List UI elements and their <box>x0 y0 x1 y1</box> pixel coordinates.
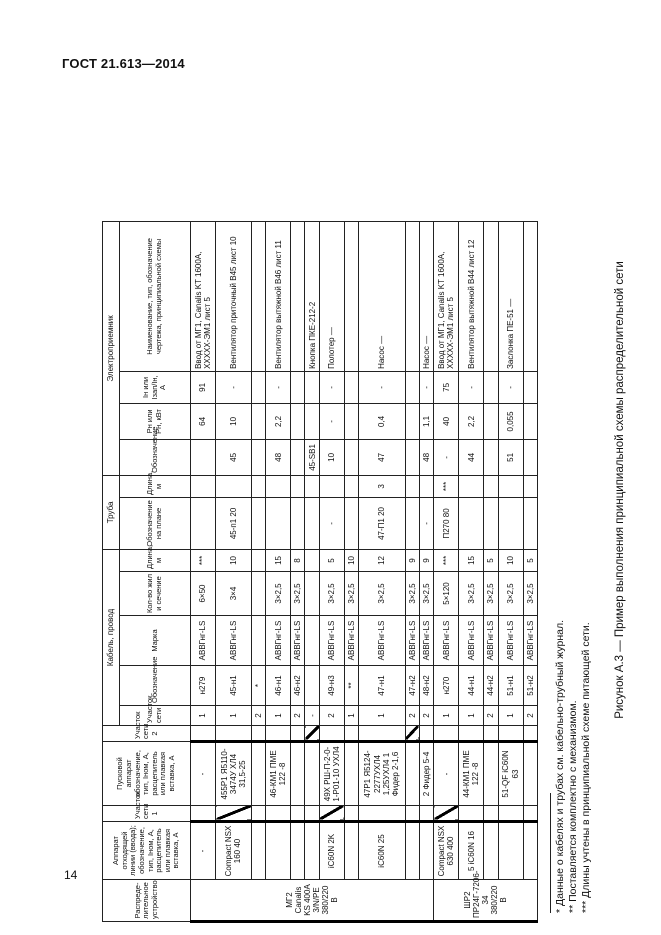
cell-pdes <box>191 497 216 549</box>
cell-sec1 <box>434 806 459 822</box>
cell-name <box>405 221 419 371</box>
cell-app2: - <box>434 742 459 806</box>
cell-cdes <box>305 666 319 706</box>
cell-cur: - <box>319 371 344 403</box>
cell-sec1 <box>216 806 252 822</box>
cell-app1: iC60N 25 <box>359 822 406 880</box>
cell-app2 <box>291 742 305 806</box>
table-row <box>191 221 216 921</box>
cell-brand: АВВГнг-LS <box>405 616 419 666</box>
cell-pwr: 2,2 <box>459 403 484 439</box>
cell-name: Вентилятор вытяжной В44 лист 12 <box>459 221 484 371</box>
cell-name: Ввод от МГ1, Canalis KT 1600А, ХХХХХ-ЭМ1 лист 5 <box>434 221 459 371</box>
col-apparatus2: Пусковой аппарат обозначение, тип, Iном, А, расцепитель или плавкая вставка, А <box>103 742 191 806</box>
cell-cdes: 47-н2 <box>405 666 419 706</box>
cell-app1 <box>405 822 419 880</box>
cell-plen <box>484 475 498 497</box>
cell-sec1 <box>305 806 319 822</box>
cell-pdes <box>251 497 265 549</box>
cell-brand: АВВГнг-LS <box>291 616 305 666</box>
cell-cdes: 45-н1 <box>216 666 252 706</box>
note-3: *** Длины учтены в принципиальной схеме питающей сети. <box>580 622 592 913</box>
cell-len: 12 <box>359 549 406 571</box>
cell-brand: АВВГнг-LS <box>484 616 498 666</box>
col-receiver-designation: Обозначение <box>120 439 191 475</box>
cell-name: Вентилятор вытяжной В46 лист 11 <box>266 221 291 371</box>
cell-cores: 3×2,5 <box>344 572 358 616</box>
cell-net: 2 <box>251 706 265 726</box>
cell-rdes: 45 <box>216 439 252 475</box>
col-section2: Участок сети 2 <box>103 726 191 742</box>
cell-app2: 2 Фидер 5-4 <box>419 742 433 806</box>
cell-pwr: 0,055 <box>498 403 523 439</box>
col-device: Распреде-лительное устройство <box>103 880 191 922</box>
cell-rdes: 10 <box>319 439 344 475</box>
cell-cores: 3×2,5 <box>359 572 406 616</box>
cell-cur: - <box>419 371 433 403</box>
cell-rdes: 44 <box>459 439 484 475</box>
cell-name <box>523 221 537 371</box>
cell-app1 <box>523 822 537 880</box>
cell-cdes: 49-н3 <box>319 666 344 706</box>
cell-len: 9 <box>419 549 433 571</box>
cell-name: Заслонка ПЕ-51 — <box>498 221 523 371</box>
cell-name: Насос — <box>359 221 406 371</box>
cell-sec2 <box>191 726 216 742</box>
cell-app2 <box>405 742 419 806</box>
cell-pdes <box>484 497 498 549</box>
table-row <box>484 221 498 921</box>
cell-cur: 75 <box>434 371 459 403</box>
group-pipe: Труба <box>103 475 120 549</box>
cell-cdes: 46-н2 <box>291 666 305 706</box>
cell-app1 <box>251 822 265 880</box>
col-current: Iн или Iзап/Iн, А <box>120 371 191 403</box>
cell-cur <box>405 371 419 403</box>
cell-brand <box>251 616 265 666</box>
cell-app2 <box>523 742 537 806</box>
cell-app2 <box>484 742 498 806</box>
cell-net: 1 <box>266 706 291 726</box>
cell-plen: 3 <box>359 475 406 497</box>
table-row <box>319 221 344 921</box>
cell-len: 5 <box>484 549 498 571</box>
col-section1: Участок сети 1 <box>103 806 191 822</box>
cell-plen <box>419 475 433 497</box>
cell-cdes: 48-н2 <box>419 666 433 706</box>
col-name: Наименование, тип, обозначение чертежа, принципиальной схемы <box>120 221 191 371</box>
cell-app1: - <box>191 822 216 880</box>
cell-sec2 <box>484 726 498 742</box>
cell-cdes: 51-н2 <box>523 666 537 706</box>
cell-cores: 5×120 <box>434 572 459 616</box>
cell-cores: 3×2,5 <box>291 572 305 616</box>
cell-pdes: - <box>419 497 433 549</box>
cell-brand: АВВГнг-LS <box>216 616 252 666</box>
cell-cdes: 47-н1 <box>359 666 406 706</box>
cell-rdes: 51 <box>498 439 523 475</box>
cell-rdes <box>291 439 305 475</box>
cell-rdes <box>484 439 498 475</box>
cell-sec1 <box>319 806 344 822</box>
cell-len: 8 <box>291 549 305 571</box>
cell-pwr: 40 <box>434 403 459 439</box>
cell-name: Полотер — <box>319 221 344 371</box>
cell-cur: - <box>359 371 406 403</box>
cell-net: 2 <box>319 706 344 726</box>
cell-sec2 <box>405 726 419 742</box>
cell-len: 9 <box>405 549 419 571</box>
cell-cdes: 44-н1 <box>459 666 484 706</box>
cell-app1 <box>305 822 319 880</box>
cell-pdes <box>305 497 319 549</box>
cell-app2: 455Р1 Я5110-3474У ХЛ4 31,5-25 <box>216 742 252 806</box>
cell-name: Ввод от МГ1, Canalis KT 1600А, ХХХХХ-ЭМ1 лист 5 <box>191 221 216 371</box>
cell-brand: АВВГнг-LS <box>459 616 484 666</box>
cell-pdes <box>266 497 291 549</box>
cell-pwr <box>291 403 305 439</box>
table-row <box>434 221 459 921</box>
cell-name <box>291 221 305 371</box>
cell-app1 <box>291 822 305 880</box>
col-cable-designation: Обозначение <box>120 666 191 706</box>
table-row <box>216 221 252 921</box>
cell-cur <box>344 371 358 403</box>
table-row <box>523 221 537 921</box>
cell-name: Кнопка ПКЕ-212-2 <box>305 221 319 371</box>
cell-sec2 <box>216 726 252 742</box>
cell-brand: АВВГнг-LS <box>266 616 291 666</box>
table-row <box>498 221 523 921</box>
cell-app1 <box>344 822 358 880</box>
cell-pwr: 10 <box>216 403 252 439</box>
cell-plen <box>344 475 358 497</box>
cell-app2: 49Х РШ-П-2-0-1-Р01-10 УХЛ4 <box>319 742 344 806</box>
col-cable-brand: Марка <box>120 616 191 666</box>
cell-net: 1 <box>191 706 216 726</box>
cell-brand: АВВГнг-LS <box>498 616 523 666</box>
cell-sec1 <box>405 806 419 822</box>
cell-cur <box>251 371 265 403</box>
cell-rdes <box>251 439 265 475</box>
cell-brand: АВВГнг-LS <box>419 616 433 666</box>
cell-rdes <box>344 439 358 475</box>
col-apparatus1: Аппарат отходящей линии (ввода); обозначение, тип, Iном, А, расцепитель или плавкая вставка, А <box>103 822 191 880</box>
cell-cores: 3×2,5 <box>523 572 537 616</box>
cell-pwr <box>523 403 537 439</box>
cell-len: 5 <box>523 549 537 571</box>
cell-plen <box>266 475 291 497</box>
cell-plen <box>216 475 252 497</box>
cell-plen <box>459 475 484 497</box>
cell-rdes <box>191 439 216 475</box>
cell-len <box>251 549 265 571</box>
cell-name <box>344 221 358 371</box>
cell-plen <box>523 475 537 497</box>
cell-sec2 <box>359 726 406 742</box>
cell-sec2 <box>498 726 523 742</box>
cell-net: 2 <box>484 706 498 726</box>
cell-app1 <box>484 822 498 880</box>
cell-app2 <box>251 742 265 806</box>
cell-pdes: П270 80 <box>434 497 459 549</box>
col-power: Рн или Рн, кВт <box>120 403 191 439</box>
cell-len: 10 <box>498 549 523 571</box>
col-cores: Кол-во жил и сечение <box>120 572 191 616</box>
cell-brand: АВВГнг-LS <box>344 616 358 666</box>
cell-cur: - <box>498 371 523 403</box>
cell-pwr <box>305 403 319 439</box>
cell-pwr: 0,4 <box>359 403 406 439</box>
cell-app1 <box>419 822 433 880</box>
cell-sec2 <box>459 726 484 742</box>
cell-app2: 47Р1 Я5124-2277УХЛ4 1,25УХЛ4 1 Фидер 2-1,6 <box>359 742 406 806</box>
cell-sec1 <box>291 806 305 822</box>
cell-pdes <box>291 497 305 549</box>
table-body <box>191 221 538 921</box>
table-row <box>359 221 406 921</box>
cell-cores: 3×2,5 <box>419 572 433 616</box>
cell-cores: 3×2,5 <box>498 572 523 616</box>
cell-brand: АВВГнг-LS <box>434 616 459 666</box>
cell-pdes <box>523 497 537 549</box>
cell-len: *** <box>434 549 459 571</box>
cell-pdes: - <box>319 497 344 549</box>
cell-cur: - <box>459 371 484 403</box>
notes <box>550 620 593 913</box>
group-receiver: Электроприемник <box>103 221 120 475</box>
table-row <box>459 221 484 921</box>
cell-name <box>251 221 265 371</box>
cell-len: 5 <box>319 549 344 571</box>
cell-app2: 46-КМ1 ПМЕ 122 -8 <box>266 742 291 806</box>
cell-sec1 <box>498 806 523 822</box>
cell-pdes <box>344 497 358 549</box>
cell-brand: АВВГнг-LS <box>191 616 216 666</box>
cell-plen <box>291 475 305 497</box>
cell-pwr <box>405 403 419 439</box>
cell-len: 10 <box>344 549 358 571</box>
col-net-section: Участок сети <box>120 706 191 726</box>
cell-cdes: 46-н1 <box>266 666 291 706</box>
cell-brand: АВВГнг-LS <box>359 616 406 666</box>
cell-cur <box>484 371 498 403</box>
cell-cur <box>305 371 319 403</box>
cell-cores: 3×2,5 <box>459 572 484 616</box>
table-row <box>291 221 305 921</box>
cell-pdes <box>405 497 419 549</box>
cell-sec1 <box>344 806 358 822</box>
cell-net: 2 <box>419 706 433 726</box>
cell-cdes: ** <box>344 666 358 706</box>
note-2: ** Поставляется комплектно с механизмом. <box>567 700 579 913</box>
cell-cdes: 44-н2 <box>484 666 498 706</box>
cell-rdes: 48 <box>266 439 291 475</box>
cell-app2 <box>305 742 319 806</box>
col-pipe-length: Длина, м <box>120 475 191 497</box>
cell-net: 1 <box>434 706 459 726</box>
cell-brand <box>305 616 319 666</box>
document-code: ГОСТ 21.613—2014 <box>62 56 185 71</box>
table-row <box>266 221 291 921</box>
distribution-network-table <box>102 221 538 923</box>
cell-cdes: 51-н1 <box>498 666 523 706</box>
cell-net: 2 <box>291 706 305 726</box>
cell-net: 1 <box>216 706 252 726</box>
figure-caption: Рисунок А.3 — Пример выполнения принципиальной схемы распределительной сети <box>614 261 626 719</box>
cell-sec1 <box>266 806 291 822</box>
cell-sec2 <box>344 726 358 742</box>
cell-net: 1 <box>498 706 523 726</box>
cell-sec1 <box>484 806 498 822</box>
notes-rule <box>550 793 551 913</box>
cell-len: *** <box>191 549 216 571</box>
cell-pdes <box>459 497 484 549</box>
cell-pwr: 1,1 <box>419 403 433 439</box>
cell-sec2 <box>419 726 433 742</box>
table-row <box>344 221 358 921</box>
cell-sec2 <box>291 726 305 742</box>
cell-app1: Compact NSX 160 40 <box>216 822 252 880</box>
cell-cores: 3×2,5 <box>405 572 419 616</box>
cell-pwr: 64 <box>191 403 216 439</box>
cell-plen: *** <box>434 475 459 497</box>
cell-pwr: - <box>319 403 344 439</box>
cell-plen <box>191 475 216 497</box>
cell-rdes: 47 <box>359 439 406 475</box>
cell-rdes: 48 <box>419 439 433 475</box>
cell-pwr <box>344 403 358 439</box>
page-number: 14 <box>64 868 78 882</box>
cell-app1 <box>266 822 291 880</box>
cell-rdes: 45-SB1 <box>305 439 319 475</box>
cell-pwr <box>484 403 498 439</box>
cell-rdes <box>523 439 537 475</box>
cell-app1: 5 iC60N 16 <box>459 822 484 880</box>
cell-cores: 3×2,5 <box>319 572 344 616</box>
cell-pwr <box>251 403 265 439</box>
cell-cur: - <box>266 371 291 403</box>
cell-cores: 3×2,5 <box>484 572 498 616</box>
cell-rdes <box>405 439 419 475</box>
cell-cores <box>251 572 265 616</box>
cell-brand: АВВГнг-LS <box>319 616 344 666</box>
cell-plen <box>405 475 419 497</box>
cell-net: 1 <box>344 706 358 726</box>
cell-cdes: н279 <box>191 666 216 706</box>
table-row <box>305 221 319 921</box>
table-row <box>251 221 265 921</box>
cell-sec1 <box>359 806 406 822</box>
group-cable: Кабель, провод <box>103 549 120 725</box>
rotated-figure <box>102 57 642 923</box>
cell-cores <box>305 572 319 616</box>
cell-app2: - <box>191 742 216 806</box>
cell-len: 15 <box>459 549 484 571</box>
cell-plen <box>305 475 319 497</box>
col-length: Длина, м <box>120 549 191 571</box>
cell-cdes: н270 <box>434 666 459 706</box>
cell-net: 2 <box>523 706 537 726</box>
cell-name: Вентилятор приточный В45 лист 10 <box>216 221 252 371</box>
cell-sec1 <box>459 806 484 822</box>
cell-len: 15 <box>266 549 291 571</box>
cell-rdes: - <box>434 439 459 475</box>
cell-name <box>484 221 498 371</box>
col-pipe-designation: Обозначение на плане <box>120 497 191 549</box>
cell-pwr: 2,2 <box>266 403 291 439</box>
cell-sec2 <box>523 726 537 742</box>
cell-cdes: * <box>251 666 265 706</box>
cell-sec2 <box>305 726 319 742</box>
cell-app2: 51-QF iC60N 63 <box>498 742 523 806</box>
cell-pdes <box>498 497 523 549</box>
table-row <box>405 221 419 921</box>
cell-cur: 91 <box>191 371 216 403</box>
cell-cores: 3×4 <box>216 572 252 616</box>
cell-sec1 <box>419 806 433 822</box>
cell-len <box>305 549 319 571</box>
cell-net: 1 <box>459 706 484 726</box>
table-row <box>419 221 433 921</box>
cell-len: 10 <box>216 549 252 571</box>
cell-app1: Compact NSX 630 400 <box>434 822 459 880</box>
cell-net: - <box>305 706 319 726</box>
cell-plen <box>319 475 344 497</box>
cell-pdes: 47-П1 20 <box>359 497 406 549</box>
cell-cur <box>523 371 537 403</box>
cell-cores: 6×50 <box>191 572 216 616</box>
cell-net: 2 <box>405 706 419 726</box>
cell-app1 <box>498 822 523 880</box>
cell-plen <box>498 475 523 497</box>
device-bottom-cell: ШР2 ПР24Г-7206-34 380/220 В <box>434 880 538 922</box>
cell-sec1 <box>523 806 537 822</box>
cell-net: 1 <box>359 706 406 726</box>
cell-sec1 <box>251 806 265 822</box>
cell-name: Насос — <box>419 221 433 371</box>
cell-cur: - <box>216 371 252 403</box>
cell-plen <box>251 475 265 497</box>
device-top-cell: МГ2 Canalis KS 400A 3/N/PE 380/220 В <box>191 880 434 922</box>
cell-app2 <box>344 742 358 806</box>
cell-sec1 <box>191 806 216 822</box>
cell-sec2 <box>251 726 265 742</box>
cell-app2: 44-КМ1 ПМЕ 122 -8 <box>459 742 484 806</box>
cell-cur <box>291 371 305 403</box>
note-1: * Данные о кабелях и трубах см. кабельно-трубный журнал. <box>554 619 566 913</box>
cell-sec2 <box>319 726 344 742</box>
cell-sec2 <box>434 726 459 742</box>
cell-brand: АВВГнг-LS <box>523 616 537 666</box>
cell-app1: iC60N 2K <box>319 822 344 880</box>
cell-sec2 <box>266 726 291 742</box>
cell-pdes: 45-п1 20 <box>216 497 252 549</box>
cell-cores: 3×2,5 <box>266 572 291 616</box>
